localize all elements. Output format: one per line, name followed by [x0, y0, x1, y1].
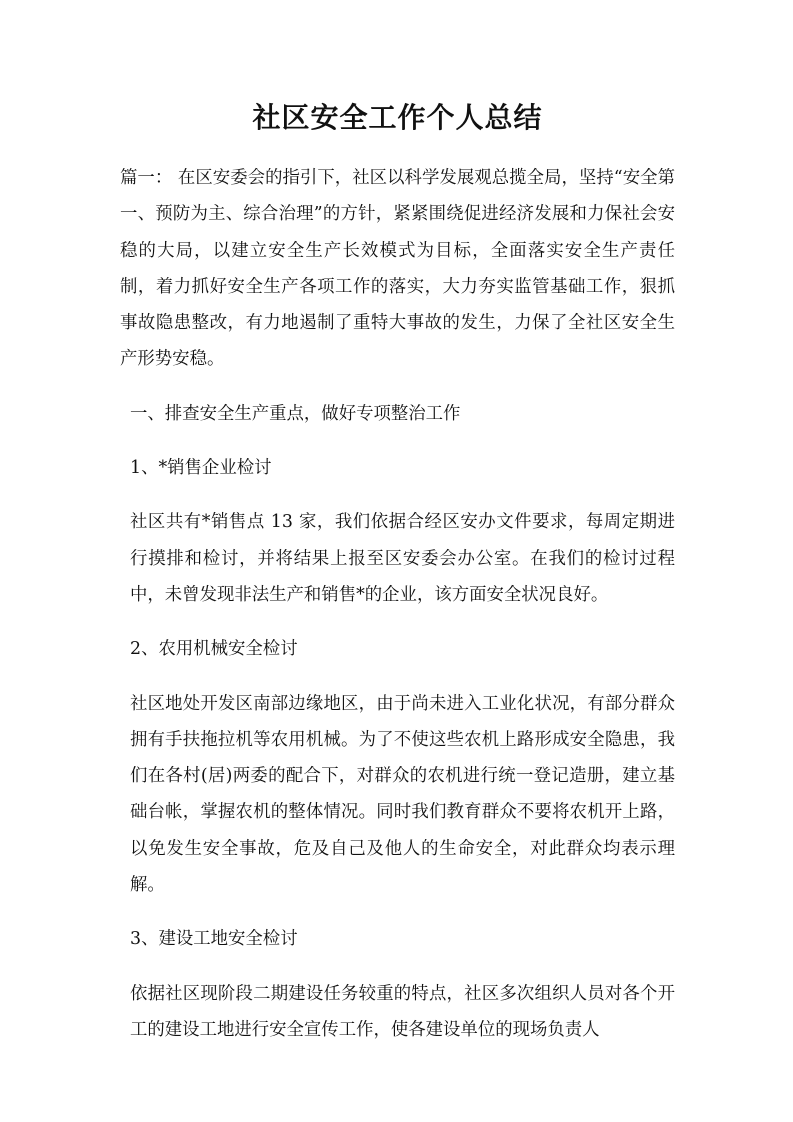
section-heading: 一、排查安全生产重点，做好专项整治工作 [130, 403, 461, 424]
item-paragraph: 依据社区现阶段二期建设任务较重的特点，社区多次组织人员对各个开工的建设工地进行安全宣传工作，使各建设单位的现场负责人 [130, 983, 675, 1040]
item-paragraph: 社区地处开发区南部边缘地区，由于尚未进入工业化状况，有部分群众拥有手扶拖拉机等农用机械。为了不使这些农机上路形成安全隐患，我们在各村(居)两委的配合下，对群众的农机进行统一登记造册，建立基础台帐，掌握农机的整体情况。同时我们教育群众不要将农机开上路，以免发生安全事故，危及自己及他人的生命安全，对此群众均表示理解。 [130, 693, 675, 896]
item-heading: 2、农用机械安全检讨 [130, 639, 298, 660]
item-heading: 1、*销售企业检讨 [130, 458, 272, 479]
intro-paragraph: 篇一： 在区安委会的指引下，社区以科学发展观总揽全局，坚持“安全第一、预防为主、综合治理”的方针，紧紧围绕促进经济发展和力保社会安稳的大局，以建立安全生产长效模式为目标，全面落实安全生产责任制，着力抓好安全生产各项工作的落实，大力夯实监管基础工作，狠抓事故隐患整改，有力地遏制了重特大事故的发生，力保了全社区安全生产形势安稳。 [120, 168, 675, 370]
document-title: 社区安全工作个人总结 [252, 101, 543, 134]
item-paragraph: 社区共有*销售点 13 家，我们依据合经区安办文件要求，每周定期进行摸排和检讨，并将结果上报至区安委会办公室。在我们的检讨过程中，未曾发现非法生产和销售*的企业，该方面安全状况良好。 [130, 512, 675, 605]
item-heading: 3、建设工地安全检讨 [130, 929, 298, 950]
